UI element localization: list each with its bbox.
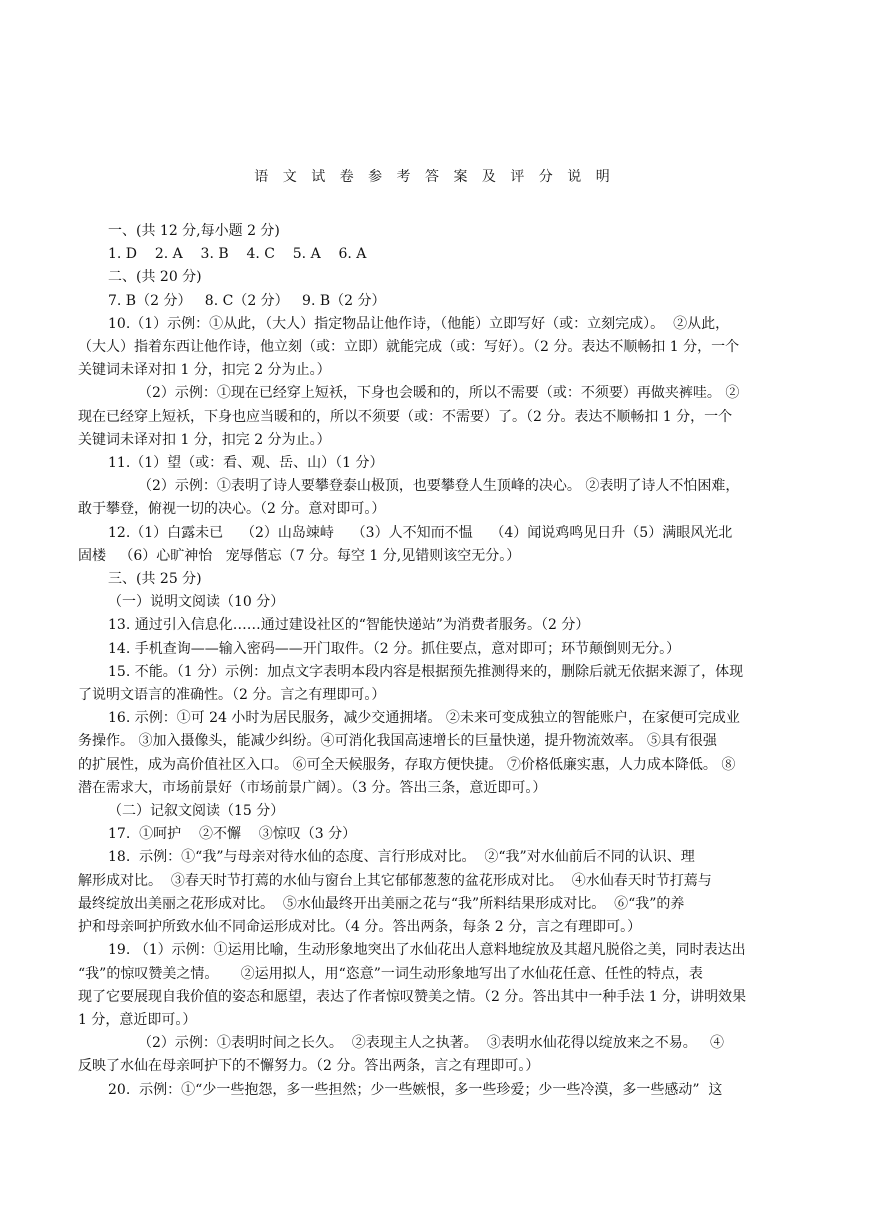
text-line: 关键词未译对扣 1 分，扣完 2 分为止。） [78, 362, 331, 379]
text-line: 务操作。 ③加入摄像头，能减少纠纷。④可消化我国高速增长的巨量快递，提升物流效率。 ⑤具有很强 [78, 733, 717, 750]
text-line: （一）说明文阅读（10 分） [108, 594, 285, 611]
text-line: 15. 不能。（1 分）示例：加点文字表明本段内容是根据预先推测得来的，删除后就无依据来源了，体现 [108, 663, 744, 680]
text-line: 敢于攀登，俯视一切的决心。（2 分。意对即可。） [78, 501, 386, 518]
text-line: 20. 示例：①“少一些抱怨，多一些担然；少一些嫉恨，多一些珍爱；少一些冷漠，多一些感动” 这 [108, 1081, 723, 1098]
text-line: 13. 通过引入信息化……通过建设社区的“智能快递站”为消费者服务。（2 分） [108, 617, 590, 634]
text-line: （大人）指着东西让他作诗，他立刻（或：立即）就能完成（或：写好）。（2 分。表达不顺畅扣 1 分，一个 [78, 339, 740, 356]
text-line: 现在已经穿上短袄，下身也应当暖和的，所以不须要（或：不需要）了。（2 分。表达不顺畅扣 1 分，一个 [78, 408, 733, 425]
text-line: 11.（1）望（或：看、观、岳、山）（1 分） [108, 455, 384, 472]
page-title: 语 文 试 卷 参 考 答 案 及 评 分 说 明 [254, 169, 615, 185]
text-line: 固楼 （6）心旷神怡 宠辱偕忘（7 分。每空 1 分,见错则该空无分。） [78, 547, 521, 564]
text-line: （2）示例：①表明了诗人要攀登泰山极顶，也要攀登人生顶峰的决心。 ②表明了诗人不怕困难， [138, 478, 740, 495]
text-line: 了说明文语言的准确性。（2 分。言之有理即可。） [78, 687, 386, 704]
text-line: 1. D 2. A 3. B 4. C 5. A 6. A [108, 246, 367, 263]
text-line: 1 分，意近即可。） [78, 1011, 197, 1028]
text-line: 解形成对比。 ③春天时节打蔫的水仙与窗台上其它郁郁葱葱的盆花形成对比。 ④水仙春天时节打蔫与 [78, 872, 712, 889]
text-line: 18. 示例：①“我”与母亲对待水仙的态度、言行形成对比。 ②“我”对水仙前后不同的认识、理 [108, 849, 695, 866]
text-line: 二、(共 20 分) [108, 269, 202, 286]
text-line: 关键词未译对扣 1 分，扣完 2 分为止。） [78, 431, 331, 448]
text-line: 一、(共 12 分,每小题 2 分) [108, 223, 280, 239]
text-line: 潜在需求大，市场前景好（市场前景广阔）。（3 分。答出三条，意近即可。） [78, 779, 547, 796]
text-line: 12.（1）白露未已 （2）山岛竦峙 （3）人不知而不愠 （4）闻说鸡鸣见日升（5）满眼风光北 [108, 524, 733, 541]
text-line: 的扩展性，成为高价值社区入口。 ⑥可全天候服务，存取方便快捷。 ⑦价格低廉实惠，人力成本降低。 ⑧ [78, 756, 736, 773]
text-line: （二）记叙文阅读（15 分） [108, 803, 285, 820]
text-line: （2）示例：①现在已经穿上短袄，下身也会暖和的，所以不需要（或：不须要）再做夹裤哇。 ② [138, 385, 740, 402]
text-line: 最终绽放出美丽之花形成对比。 ⑤水仙最终开出美丽之花与“我”所料结果形成对比。 ⑥“我”的养 [78, 895, 685, 912]
text-line: “我”的惊叹赞美之情。 ②运用拟人，用“恣意”一词生动形象地写出了水仙花任意、任性的特点，表 [78, 965, 703, 982]
text-line: 19. （1）示例：①运用比喻，生动形象地突出了水仙花出人意料地绽放及其超凡脱俗之美，同时表达出 [108, 942, 746, 959]
text-line: 7. B（2 分） 8. C（2 分） 9. B（2 分） [108, 292, 386, 309]
answer-key-body [78, 220, 792, 1102]
text-line: 护和母亲呵护所致水仙不同命运形成对比。（4 分。答出两条，每条 2 分，言之有理即可。） [78, 919, 642, 936]
text-line: 16. 示例：①可 24 小时为居民服务，减少交通拥堵。 ②未来可变成独立的智能账户，在家便可完成业 [108, 710, 740, 727]
text-line: 现了它要展现自我价值的姿态和愿望，表达了作者惊叹赞美之情。（2 分。答出其中一种手法 1 分，讲明效果 [78, 988, 747, 1005]
text-line: 反映了水仙在母亲呵护下的不懈努力。（2 分。答出两条，言之有理即可。） [78, 1058, 540, 1075]
text-line: 10.（1）示例：①从此，（大人）指定物品让他作诗，（他能）立即写好（或：立刻完成）。 ②从此， [108, 315, 730, 332]
text-line: 三、(共 25 分) [108, 571, 202, 588]
text-line: （2）示例：①表明时间之长久。 ②表现主人之执著。 ③表明水仙花得以绽放来之不易。 ④ [138, 1035, 725, 1052]
text-line: 14. 手机查询——输入密码——开门取件。（2 分。抓住要点，意对即可；环节颠倒则无分。） [108, 640, 681, 657]
text-line: 17. ①呵护 ②不懈 ③惊叹（3 分） [108, 826, 357, 843]
